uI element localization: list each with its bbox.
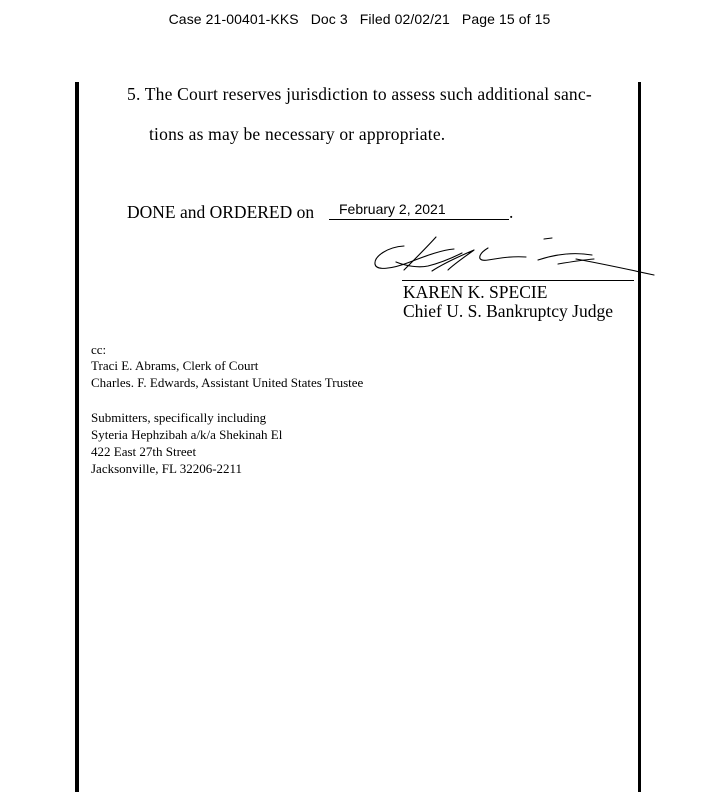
paragraph-5-line-1: 5. The Court reserves jurisdiction to assess such additional sanc- (127, 84, 592, 104)
paragraph-5-line-2: tions as may be necessary or appropriate. (149, 124, 446, 144)
judge-title: Chief U. S. Bankruptcy Judge (403, 301, 613, 321)
judge-signature-image (370, 232, 660, 282)
document-header (0, 11, 719, 27)
right-margin-border (638, 82, 641, 792)
date-period: . (509, 202, 514, 222)
submitter-city: Jacksonville, FL 32206-2211 (91, 461, 243, 476)
signature-line (402, 280, 634, 281)
cc-recipient: Charles. F. Edwards, Assistant United States Trustee (91, 375, 364, 390)
done-and-ordered-label: DONE and ORDERED on (127, 202, 315, 222)
filed-date: Filed 02/02/21 (359, 11, 450, 27)
cc-label: cc: (91, 342, 107, 357)
judge-name: KAREN K. SPECIE (403, 282, 548, 302)
left-margin-border (75, 82, 79, 792)
doc-number: Doc 3 (310, 11, 348, 27)
date-underline (329, 219, 509, 220)
page-number: Page 15 of 15 (461, 11, 551, 27)
submitter-street: 422 East 27th Street (91, 444, 197, 459)
cc-recipient: Traci E. Abrams, Clerk of Court (91, 358, 259, 373)
submitters-heading: Submitters, specifically including (91, 410, 267, 425)
submitter-name: Syteria Hephzibah a/k/a Shekinah El (91, 427, 283, 442)
case-number: Case 21-00401-KKS (168, 11, 299, 27)
order-date: February 2, 2021 (339, 201, 446, 217)
